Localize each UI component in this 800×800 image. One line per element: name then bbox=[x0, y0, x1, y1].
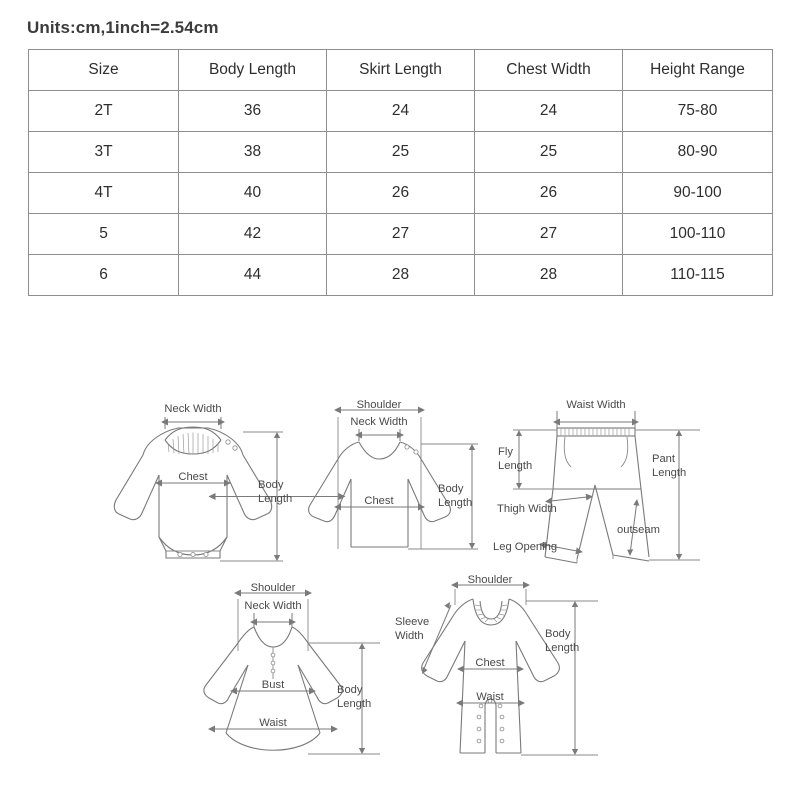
column-header-height-range: Height Range bbox=[623, 50, 773, 91]
column-header-skirt-length: Skirt Length bbox=[327, 50, 475, 91]
cell-skirt-length: 26 bbox=[327, 173, 475, 214]
size-chart-table bbox=[28, 49, 773, 296]
label-body-length-line2: Length bbox=[258, 493, 293, 505]
units-note: Units:cm,1inch=2.54cm bbox=[27, 18, 219, 37]
label-chest: Chest bbox=[364, 495, 394, 507]
cell-chest-width: 24 bbox=[475, 91, 623, 132]
label-shoulder: Shoulder bbox=[356, 399, 402, 411]
cell-chest-width: 28 bbox=[475, 255, 623, 296]
diagram-sweater bbox=[288, 397, 488, 572]
cell-chest-width: 27 bbox=[475, 214, 623, 255]
label-waist: Waist bbox=[476, 691, 504, 703]
label-neck-width: Neck Width bbox=[350, 416, 408, 428]
label-chest: Chest bbox=[475, 657, 505, 669]
cell-skirt-length: 25 bbox=[327, 132, 475, 173]
label-fly-length-line2: Length bbox=[498, 460, 533, 472]
label-body-length-line2: Length bbox=[337, 698, 372, 710]
cell-body-length: 38 bbox=[179, 132, 327, 173]
label-waist-width: Waist Width bbox=[566, 399, 626, 411]
cell-body-length: 36 bbox=[179, 91, 327, 132]
cell-size: 6 bbox=[29, 255, 179, 296]
measurement-diagrams bbox=[0, 385, 800, 800]
label-chest: Chest bbox=[178, 471, 208, 483]
cell-size: 2T bbox=[29, 91, 179, 132]
cell-skirt-length: 28 bbox=[327, 255, 475, 296]
label-body-length-line2: Length bbox=[438, 497, 473, 509]
cell-body-length: 40 bbox=[179, 173, 327, 214]
diagram-bodysuit bbox=[80, 395, 293, 575]
cell-height-range: 100-110 bbox=[623, 214, 773, 255]
label-sleeve-width-line2: Width bbox=[395, 630, 424, 642]
cell-body-length: 44 bbox=[179, 255, 327, 296]
label-pant-length-line1: Pant bbox=[652, 453, 676, 465]
label-leg-opening: Leg Opening bbox=[493, 541, 558, 553]
table-row bbox=[29, 173, 773, 214]
label-neck-width: Neck Width bbox=[164, 403, 222, 415]
label-shoulder: Shoulder bbox=[250, 582, 296, 594]
cell-chest-width: 26 bbox=[475, 173, 623, 214]
label-body-length-line2: Length bbox=[545, 642, 580, 654]
cell-body-length: 42 bbox=[179, 214, 327, 255]
column-header-chest-width: Chest Width bbox=[475, 50, 623, 91]
cell-chest-width: 25 bbox=[475, 132, 623, 173]
label-sleeve-width-line1: Sleeve bbox=[395, 616, 430, 628]
label-body-length-line1: Body bbox=[258, 479, 284, 491]
label-body-length-line1: Body bbox=[438, 483, 464, 495]
label-body-length-line1: Body bbox=[545, 628, 571, 640]
cell-size: 5 bbox=[29, 214, 179, 255]
column-header-body-length: Body Length bbox=[179, 50, 327, 91]
diagram-pants bbox=[495, 397, 725, 577]
label-body-length-line1: Body bbox=[337, 684, 363, 696]
table-row bbox=[29, 132, 773, 173]
table-row bbox=[29, 91, 773, 132]
column-header-size: Size bbox=[29, 50, 179, 91]
cell-height-range: 80-90 bbox=[623, 132, 773, 173]
cell-skirt-length: 24 bbox=[327, 91, 475, 132]
table-header-row bbox=[29, 50, 773, 91]
table-row bbox=[29, 214, 773, 255]
cell-size: 4T bbox=[29, 173, 179, 214]
label-thigh-width: Thigh Width bbox=[497, 503, 557, 515]
cell-height-range: 90-100 bbox=[623, 173, 773, 214]
label-outseam: outseam bbox=[617, 524, 660, 536]
label-pant-length-line2: Length bbox=[652, 467, 687, 479]
label-shoulder: Shoulder bbox=[467, 574, 513, 586]
size-chart-table-container bbox=[28, 49, 772, 296]
label-fly-length-line1: Fly bbox=[498, 446, 513, 458]
diagram-dress bbox=[190, 581, 390, 776]
label-neck-width: Neck Width bbox=[244, 600, 302, 612]
diagram-romper bbox=[393, 575, 618, 785]
cell-height-range: 75-80 bbox=[623, 91, 773, 132]
cell-height-range: 110-115 bbox=[623, 255, 773, 296]
cell-size: 3T bbox=[29, 132, 179, 173]
table-row bbox=[29, 255, 773, 296]
label-bust: Bust bbox=[261, 679, 285, 691]
cell-skirt-length: 27 bbox=[327, 214, 475, 255]
label-waist: Waist bbox=[259, 717, 287, 729]
